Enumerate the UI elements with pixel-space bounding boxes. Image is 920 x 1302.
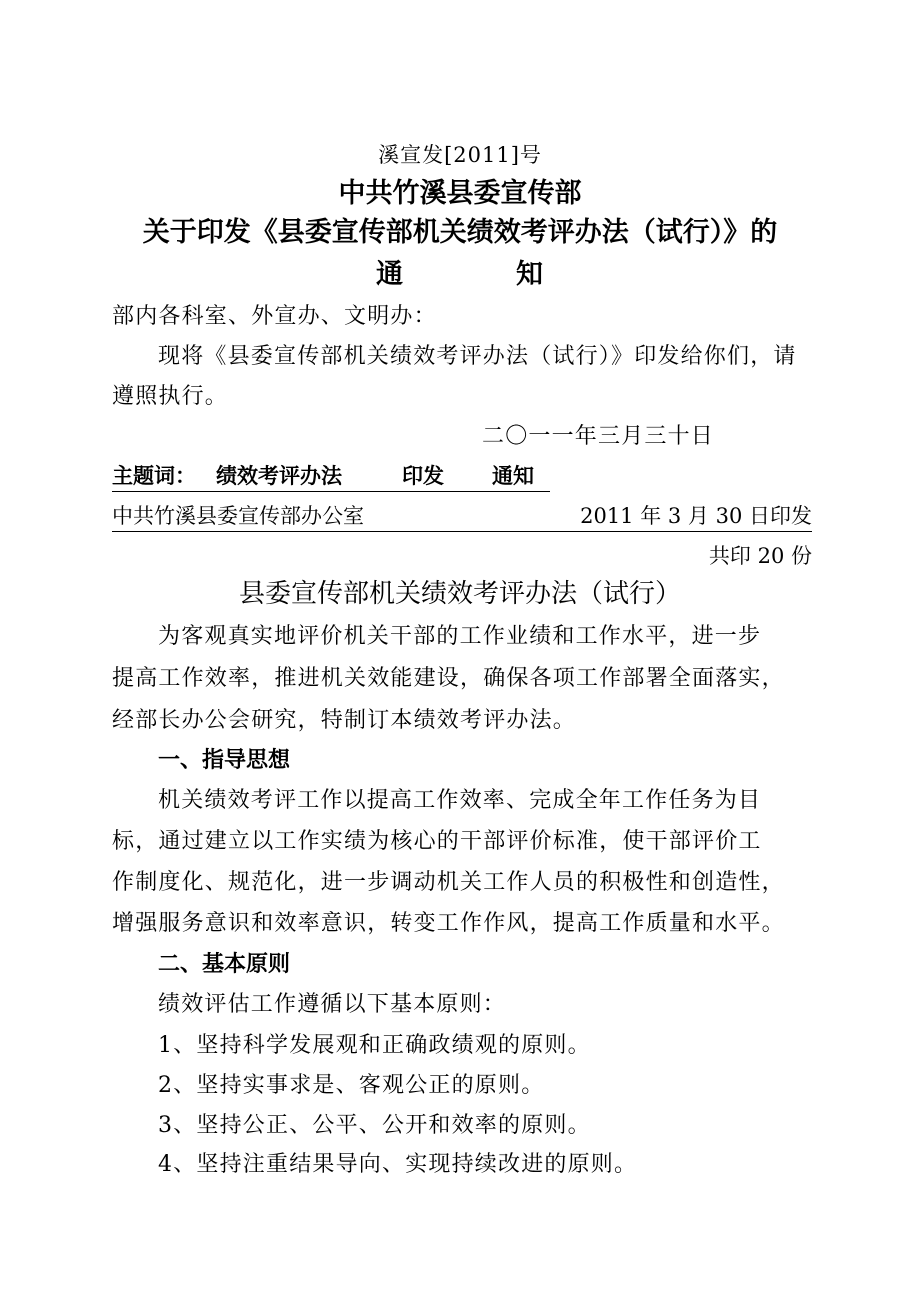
subject-term: 印发 [402, 464, 444, 488]
copies-count: 共印 20 份 [708, 544, 812, 568]
notice-title-char-1: 通 [376, 259, 403, 290]
subject-term: 通知 [492, 464, 534, 488]
notice-title-issuer: 中共竹溪县委宣传部 [338, 178, 582, 209]
issuer-name: 中共竹溪县委宣传部办公室 [112, 504, 364, 528]
section-line: 标，通过建立以工作实绩为核心的干部评价标准，使干部评价工 [112, 829, 762, 854]
subject-terms-row [112, 461, 550, 492]
section-line: 机关绩效考评工作以提高工作效率、完成全年工作任务为目 [158, 788, 762, 813]
principle-item: 1、坚持科学发展观和正确政绩观的原则。 [158, 1033, 591, 1058]
measures-title: 县委宣传部机关绩效考评办法（试行） [238, 579, 681, 609]
notice-title-word [0, 257, 920, 293]
principle-item: 3、坚持公正、公平、公开和效率的原则。 [158, 1113, 591, 1138]
issuer-row [112, 501, 812, 532]
intro-line: 为客观真实地评价机关干部的工作业绩和工作水平，进一步 [158, 624, 762, 649]
subject-label: 主题词： [112, 464, 196, 488]
notice-title-subject: 关于印发《县委宣传部机关绩效考评办法（试行）》的 [142, 217, 778, 248]
principle-item: 4、坚持注重结果导向、实现持续改进的原则。 [158, 1152, 638, 1177]
intro-line: 经部长办公会研究，特制订本绩效考评办法。 [112, 708, 577, 733]
notice-body-line: 遵照执行。 [112, 384, 229, 409]
notice-title-char-2: 知 [516, 259, 543, 290]
subject-term: 绩效考评办法 [216, 464, 342, 488]
section-heading-principles: 二、基本原则 [158, 952, 291, 977]
section-line: 作制度化、规范化，进一步调动机关工作人员的积极性和创造性， [112, 870, 785, 895]
notice-body-line: 现将《县委宣传部机关绩效考评办法（试行）》印发给你们，请 [158, 344, 797, 369]
principle-item: 2、坚持实事求是、客观公正的原则。 [158, 1073, 545, 1098]
section-lead: 绩效评估工作遵循以下基本原则： [158, 992, 507, 1017]
notice-recipients: 部内各科室、外宣办、文明办： [112, 304, 437, 329]
notice-date: 二〇一一年三月三十日 [482, 424, 715, 449]
section-heading-guiding: 一、指导思想 [158, 748, 291, 773]
intro-line: 提高工作效率，推进机关效能建设，确保各项工作部署全面落实， [112, 666, 785, 691]
document-number: 溪宣发[2011]号 [378, 143, 542, 167]
section-line: 增强服务意识和效率意识，转变工作作风，提高工作质量和水平。 [112, 911, 785, 936]
issue-date: 2011 年 3 月 30 日印发 [580, 504, 812, 528]
